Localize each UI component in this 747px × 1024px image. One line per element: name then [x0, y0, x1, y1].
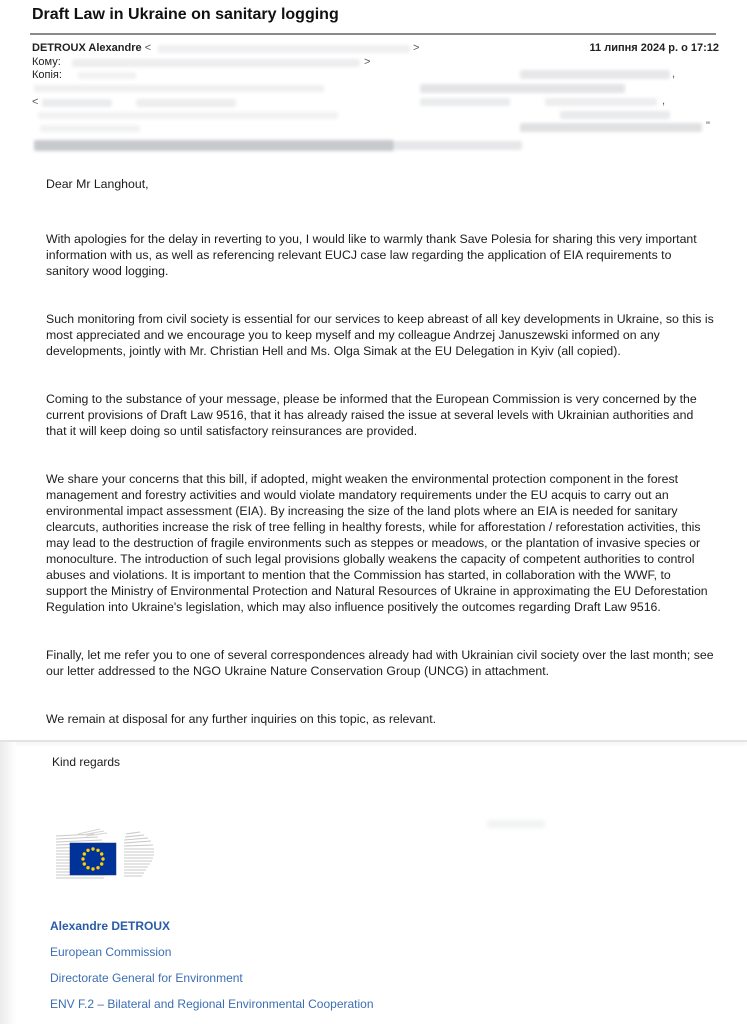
redacted-text — [72, 59, 360, 67]
comma: , — [662, 95, 666, 107]
redacted-text — [38, 112, 338, 119]
paragraph: We share your concerns that this bill, if adopted, might weaken the environmental protection component in the forest management and forestry activities and would violate mandatory requirements under the EU acquis to carry out an environmental impact assessment (EIA). By increasing the size of the land plots where an EIA is needed for sanitary clearcuts, authorities increase the risk of tree felling in healthy forests, while for afforestation / reforestation activities, this may lead to the destruction of fragile environments such as steppes or meadows, or the plantation of invasive species or monoculture. The introduction of such legal provisions globally weakens the capacity of competent authorities to control abuses and violations. It is important to mention that the Commission has started, in collaboration with the WWF, to support the Ministry of Environmental Protection and Natural Resources of Ukraine in approximating the EU Deforestation Regulation into Ukraine's legislation, which may also influence positively the outcomes regarding Draft Law 9516. — [46, 472, 708, 614]
email-date: 11 липня 2024 р. о 17:12 — [589, 42, 719, 54]
redacted-text — [560, 111, 670, 119]
redacted-text — [158, 45, 410, 53]
redacted-text — [545, 98, 657, 106]
paragraph: With apologies for the delay in reverting to you, I would like to warmly thank Save Polesia for sharing this very important information with us, as well as referencing relevant EUCJ case law regarding the application of EIA requirements to sanitory wood logging. — [46, 232, 697, 278]
redacted-text — [520, 70, 670, 79]
redacted-text — [420, 98, 510, 106]
redacted-text — [136, 99, 236, 107]
redacted-text — [78, 72, 136, 79]
comma: , — [672, 68, 676, 80]
paragraph: Such monitoring from civil society is essential for our services to keep abreast of all key developments in Ukraine, so this is most appreciated and we encourage you to keep myself and my colleague Andrzej Januszewski informed on any developments, jointly with Mr. Christian Hell and Ms. Olga Simak at the EU Delegation in Kyiv (all copied). — [46, 312, 714, 358]
title-divider — [30, 33, 716, 35]
paragraph: Dear Mr Langhout, — [46, 177, 149, 191]
page-break — [0, 740, 747, 742]
redacted-text — [34, 140, 394, 151]
paragraph: Coming to the substance of your message, please be informed that the European Commission is very concerned by the current provisions of Draft Law 9516, that it has already raised the issue at several levels with Ukrainian authorities and that it will keep doing so until satisfactory reinsurances are provided. — [46, 392, 697, 438]
angle-open: < — [144, 42, 152, 54]
signature-directorate: Directorate General for Environment — [50, 971, 243, 985]
redacted-text — [487, 820, 545, 828]
to-label: Кому: — [32, 56, 61, 68]
quote-mark: " — [706, 120, 710, 132]
email-subject: Draft Law in Ukraine on sanitary logging — [32, 6, 339, 23]
redacted-text — [420, 84, 625, 93]
paragraph: Finally, let me refer you to one of several correspondences already had with Ukrainian civil society over the last month; see our letter addressed to the NGO Ukraine Nature Conservation Group (UNCG) in attachment. — [46, 648, 714, 678]
redacted-text — [42, 99, 112, 107]
sender-name: DETROUX Alexandre — [32, 42, 142, 54]
from-row — [32, 42, 151, 54]
angle-close: > — [364, 56, 371, 68]
page-edge-shade — [0, 742, 16, 1024]
signature-name: Alexandre DETROUX — [50, 919, 171, 933]
closing-text: Kind regards — [52, 755, 121, 769]
eu-flag — [70, 843, 116, 875]
redacted-text — [394, 141, 522, 150]
paragraph: We remain at disposal for any further inquiries on this topic, as relevant. — [46, 712, 437, 726]
redacted-text — [520, 123, 702, 132]
cc-label: Копія: — [32, 69, 62, 81]
redacted-text — [40, 125, 140, 132]
angle-close: > — [413, 42, 420, 54]
redacted-text — [34, 85, 324, 92]
signature-unit: ENV F.2 – Bilateral and Regional Environmental Cooperation — [50, 997, 374, 1011]
angle-open: < — [32, 96, 39, 108]
signature-org: European Commission — [50, 945, 172, 959]
eu-commission-logo-graphic — [48, 828, 166, 890]
european-commission-logo — [48, 828, 166, 895]
email-body — [46, 176, 714, 759]
